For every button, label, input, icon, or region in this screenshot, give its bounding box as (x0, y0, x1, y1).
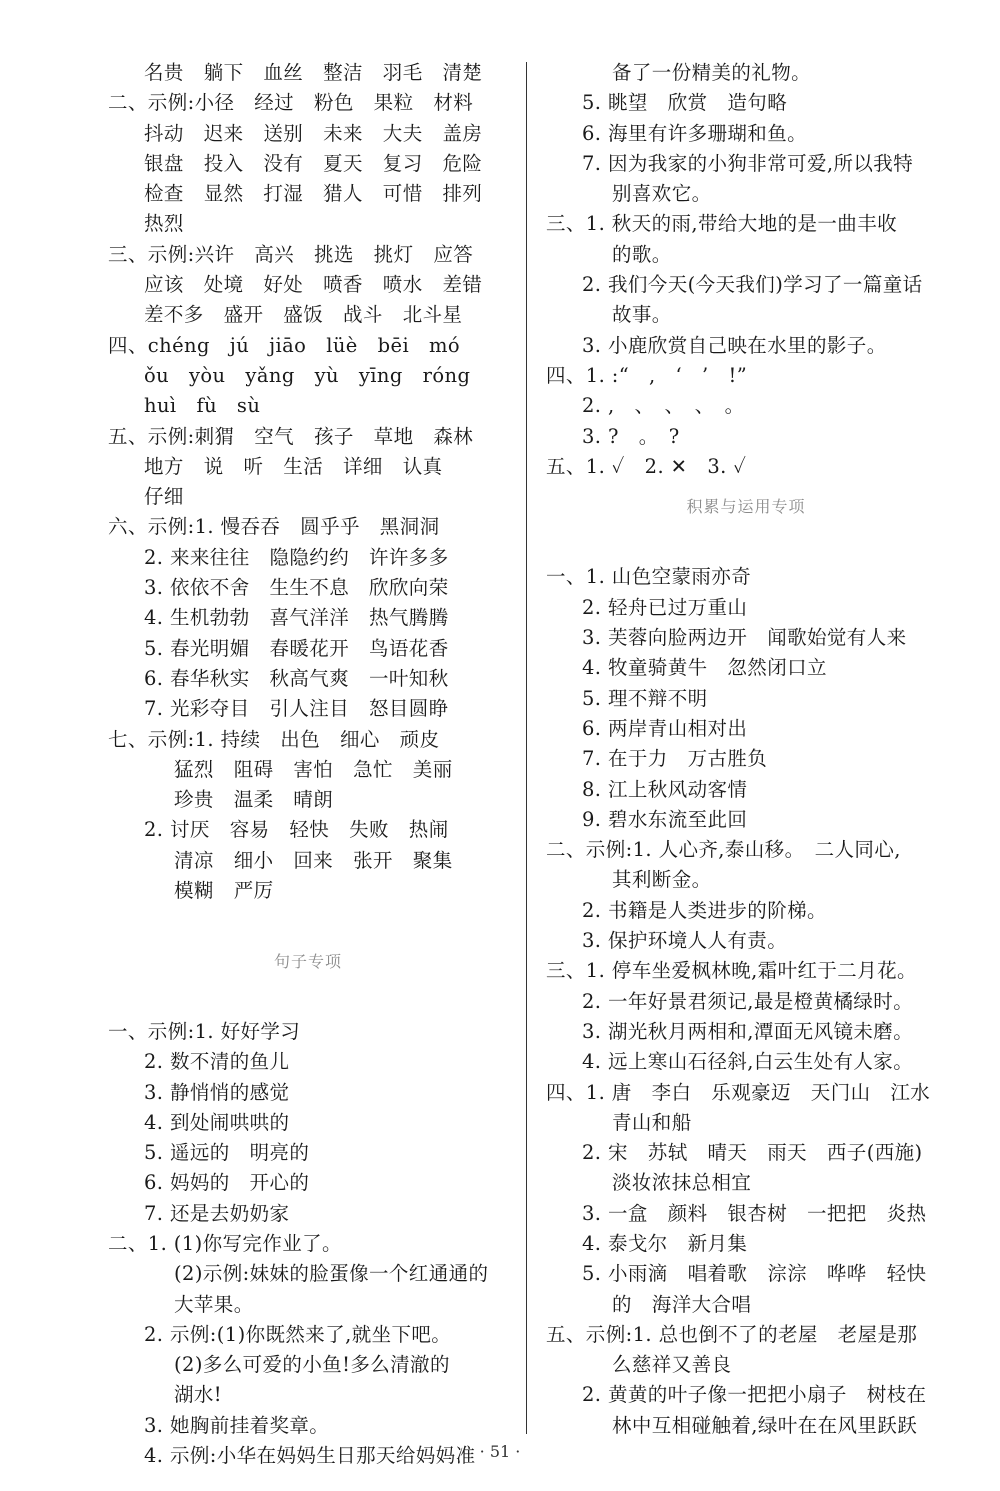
blank-line (546, 532, 946, 562)
answer-line: 湖水! (174, 1383, 223, 1407)
answer-line: 银盘 投入 没有 夏天 复习 危险 (144, 151, 483, 175)
answer-line: 别喜欢它。 (612, 182, 712, 206)
answer-line: 7. 光彩夺目 引人注目 怒目圆睁 (144, 697, 449, 721)
column-divider (526, 62, 527, 1434)
answer-line: 2. 书籍是人类进步的阶梯。 (582, 898, 827, 922)
answer-line: 地方 说 听 生活 详细 认真 (144, 454, 443, 478)
answer-line: 5. 眺望 欣赏 造句略 (582, 91, 788, 115)
blank-line (108, 906, 508, 936)
answer-line: 2. 数不清的鱼儿 (144, 1050, 290, 1074)
answer-line: 一、示例:1. 好好学习 (108, 1019, 301, 1043)
answer-line: 其利断金。 (612, 868, 712, 892)
answer-line: 4. 泰戈尔 新月集 (582, 1231, 748, 1255)
answer-line: 仔细 (144, 485, 184, 509)
answer-line: 名贵 躺下 血丝 整洁 羽毛 清楚 (144, 61, 483, 84)
answer-line: 备了一份精美的礼物。 (612, 61, 812, 84)
answer-line: 5. 理不辩不明 (582, 686, 708, 710)
answer-line: 2. 轻舟已过万重山 (582, 595, 748, 619)
answer-line: 3. ? 。 ? (582, 424, 680, 448)
answer-line: 五、示例:1. 总也倒不了的老屋 老屋是那 (546, 1322, 918, 1346)
answer-line: 二、1. (1)你写完作业了。 (108, 1231, 342, 1255)
answer-line: 6. 海里有许多珊瑚和鱼。 (582, 121, 808, 145)
answer-line: 3. 一盒 颜料 银杏树 一把把 炎热 (582, 1201, 927, 1225)
answer-line: 猛烈 阻碍 害怕 急忙 美丽 (174, 757, 453, 781)
answer-line: 7. 还是去奶奶家 (144, 1201, 290, 1225)
answer-line: 6. 春华秋实 秋高气爽 一叶知秋 (144, 666, 449, 690)
answer-line: 应该 处境 好处 喷香 喷水 差错 (144, 273, 483, 297)
answer-line: 大苹果。 (174, 1292, 254, 1316)
answer-line: 三、1. 停车坐爱枫林晚,霜叶红于二月花。 (546, 959, 917, 983)
answer-line: 2. , 、 、 、 。 (582, 394, 745, 418)
answer-line: 2. 我们今天(今天我们)学习了一篇童话 (582, 273, 923, 297)
answer-line: 珍贵 温柔 晴朗 (174, 788, 334, 812)
answer-line: 林中互相碰触着,绿叶在在风里跃跃 (612, 1413, 918, 1437)
page-number: · 51 · (479, 1442, 521, 1461)
answer-line: 的 海洋大合唱 (612, 1292, 752, 1316)
answer-line: 一、1. 山色空蒙雨亦奇 (546, 565, 752, 589)
answer-line: 四、1. 唐 李白 乐观豪迈 天门山 江水 (546, 1080, 931, 1104)
answer-line: 七、示例:1. 持续 出色 细心 顽皮 (108, 727, 440, 751)
blank-line (108, 987, 508, 1017)
answer-line: 4. 远上寒山石径斜,白云生处有人家。 (582, 1050, 914, 1074)
answer-line: 3. 保护环境人人有责。 (582, 929, 788, 953)
answer-line: 检查 显然 打湿 猎人 可惜 排列 (144, 182, 483, 206)
section-heading: 积累与运用专项 (686, 497, 806, 517)
answer-line: 热烈 (144, 212, 184, 236)
right-column (546, 58, 946, 1441)
answer-line: 2. 黄黄的叶子像一把把小扇子 树枝在 (582, 1383, 927, 1407)
left-column (108, 58, 508, 1471)
answer-line: 2. 来来往往 隐隐约约 许许多多 (144, 545, 449, 569)
answer-line: 5. 小雨滴 唱着歌 淙淙 哗哗 轻快 (582, 1262, 927, 1286)
answer-line: 青山和船 (612, 1110, 692, 1134)
answer-line: 五、1. ✓ 2. ✕ 3. ✓ (546, 454, 747, 478)
answer-line: 3. 静悄悄的感觉 (144, 1080, 290, 1104)
answer-line: 9. 碧水东流至此回 (582, 807, 748, 831)
answer-line: 六、示例:1. 慢吞吞 圆乎乎 黑洞洞 (108, 515, 440, 539)
section-heading: 句子专项 (273, 951, 342, 971)
answer-line: 2. 讨厌 容易 轻快 失败 热闹 (144, 818, 449, 842)
answer-line: 3. 芙蓉向脸两边开 闻歌始觉有人来 (582, 626, 907, 650)
answer-line: 3. 她胸前挂着奖章。 (144, 1413, 330, 1437)
answer-line: 清凉 细小 回来 张开 聚集 (174, 848, 453, 872)
answer-line: 4. 到处闹哄哄的 (144, 1110, 290, 1134)
answer-line: 的歌。 (612, 242, 672, 266)
answer-line: 故事。 (612, 303, 672, 327)
answer-line: 四、chéng jú jiāo lüè bēi mó (108, 333, 461, 357)
answer-line: 二、示例:小径 经过 粉色 果粒 材料 (108, 91, 474, 115)
answer-line: 五、示例:刺猬 空气 孩子 草地 森林 (108, 424, 474, 448)
answer-line: 7. 因为我家的小狗非常可爱,所以我特 (582, 151, 914, 175)
answer-line: 4. 示例:小华在妈妈生日那天给妈妈准 (144, 1444, 476, 1468)
answer-line: 2. 一年好景君须记,最是橙黄橘绿时。 (582, 989, 914, 1013)
answer-line: 2. 宋 苏轼 晴天 雨天 西子(西施) (582, 1141, 923, 1165)
answer-line: 4. 生机勃勃 喜气洋洋 热气腾腾 (144, 606, 449, 630)
answer-line: 8. 江上秋风动客情 (582, 777, 748, 801)
answer-line: huì fù sù (144, 394, 261, 418)
answer-line: 么慈祥又善良 (612, 1353, 732, 1377)
answer-line: 三、1. 秋天的雨,带给大地的是一曲丰收 (546, 212, 898, 236)
answer-line: 5. 春光明媚 春暖花开 鸟语花香 (144, 636, 449, 660)
answer-line: 6. 妈妈的 开心的 (144, 1171, 310, 1195)
answer-line: 差不多 盛开 盛饭 战斗 北斗星 (144, 303, 463, 327)
answer-line: 2. 示例:(1)你既然来了,就坐下吧。 (144, 1322, 452, 1346)
answer-line: (2)多么可爱的小鱼!多么清澈的 (174, 1353, 450, 1377)
answer-line: 三、示例:兴许 高兴 挑选 挑灯 应答 (108, 242, 474, 266)
answer-line: 3. 小鹿欣赏自己映在水里的影子。 (582, 333, 887, 357)
answer-line: 6. 两岸青山相对出 (582, 716, 748, 740)
answer-line: 抖动 迟来 送别 未来 大夫 盖房 (144, 121, 483, 145)
answer-line: 5. 遥远的 明亮的 (144, 1141, 310, 1165)
answer-line: 7. 在于力 万古胜负 (582, 747, 768, 771)
answer-line: ǒu yòu yǎng yù yīng róng (144, 363, 471, 387)
answer-line: 4. 牧童骑黄牛 忽然闭口立 (582, 656, 827, 680)
answer-line: 3. 湖光秋月两相和,潭面无风镜未磨。 (582, 1019, 914, 1043)
answer-line: 3. 依依不舍 生生不息 欣欣向荣 (144, 576, 449, 600)
answer-line: 淡妆浓抹总相宜 (612, 1171, 752, 1195)
answer-line: 二、示例:1. 人心齐,泰山移。 二人同心, (546, 838, 901, 862)
answer-line: 四、1. :“ , ‘ ’ !” (546, 363, 748, 387)
answer-line: (2)示例:妹妹的脸蛋像一个红通通的 (174, 1262, 489, 1286)
answer-line: 模糊 严厉 (174, 879, 274, 903)
